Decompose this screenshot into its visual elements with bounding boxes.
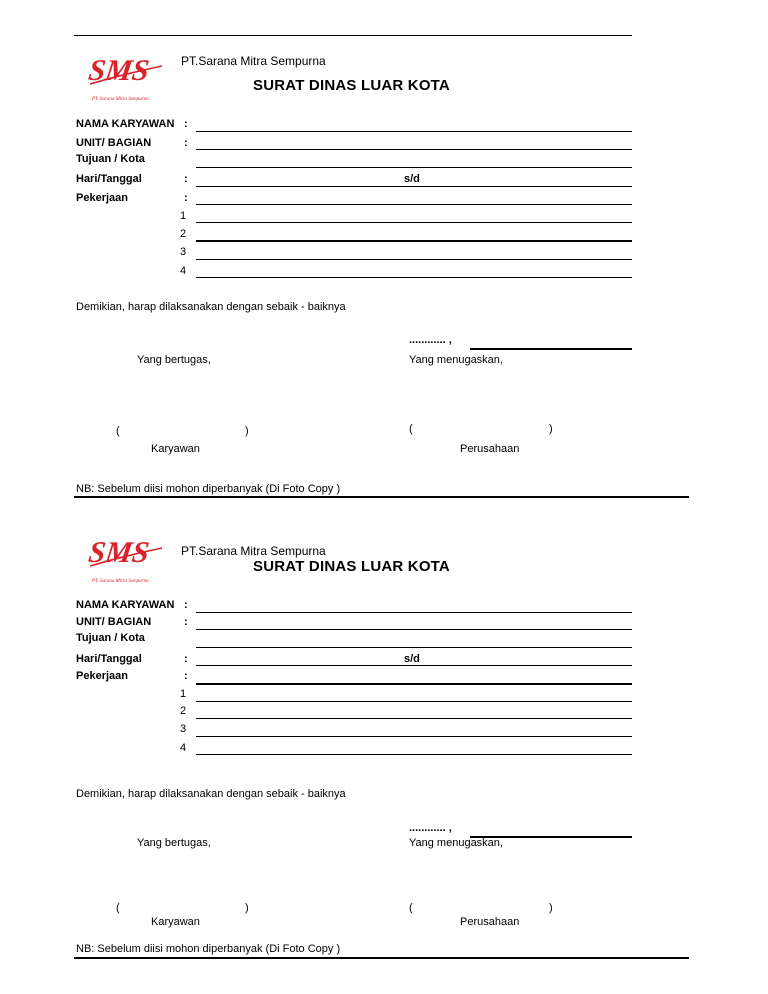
field-line-tujuan[interactable] [196, 647, 632, 648]
work-item-line[interactable] [196, 754, 632, 755]
work-item-line[interactable] [196, 259, 632, 260]
sms-logo [84, 530, 184, 586]
form-title: SURAT DINAS LUAR KOTA [253, 558, 450, 575]
logo-tagline: PT. Sarana Mitra Sempurna [92, 97, 149, 102]
work-item-line[interactable] [196, 736, 632, 737]
place-date: ............ , [409, 822, 452, 834]
separator-rule [74, 957, 689, 959]
label-nama-karyawan: NAMA KARYAWAN [76, 599, 175, 611]
caption-right: Perusahaan [460, 916, 520, 928]
form-title: SURAT DINAS LUAR KOTA [253, 77, 450, 94]
caption-right: Perusahaan [460, 443, 520, 455]
company-name: PT.Sarana Mitra Sempurna [181, 54, 326, 68]
logo-text: SMS [86, 535, 152, 569]
field-line-pekerjaan[interactable] [196, 683, 632, 685]
label-unit-bagian: UNIT/ BAGIAN [76, 137, 152, 149]
colon: : [184, 670, 188, 682]
field-line-pekerjaan[interactable] [196, 204, 632, 205]
work-item-line[interactable] [196, 718, 632, 719]
colon: : [184, 599, 188, 611]
place-date: ............ , [409, 334, 452, 346]
label-tujuan-kota: Tujuan / Kota [76, 632, 145, 644]
logo-text: SMS [86, 53, 152, 87]
label-tujuan-kota: Tujuan / Kota [76, 153, 145, 165]
field-line-tanggal[interactable] [196, 665, 632, 666]
work-item-line[interactable] [196, 240, 632, 242]
work-item-number: 3 [180, 246, 187, 258]
paren-open-left: ( [116, 425, 120, 437]
place-date-line[interactable] [470, 348, 632, 350]
paren-close-right: ) [549, 423, 553, 435]
paren-open-right: ( [409, 423, 413, 435]
paren-open-left: ( [116, 902, 120, 914]
work-item-line[interactable] [196, 222, 632, 223]
signer-left: Yang bertugas, [137, 354, 211, 366]
form-2 [0, 482, 768, 962]
work-item-number: 4 [180, 265, 187, 277]
label-pekerjaan: Pekerjaan [76, 192, 128, 204]
footnote: NB: Sebelum diisi mohon diperbanyak (Di Foto Copy ) [76, 483, 341, 495]
label-hari-tanggal: Hari/Tanggal [76, 173, 142, 185]
signer-right: Yang menugaskan, [409, 837, 503, 849]
colon: : [184, 173, 188, 185]
work-item-line[interactable] [196, 277, 632, 278]
signer-left: Yang bertugas, [137, 837, 211, 849]
caption-left: Karyawan [151, 916, 200, 928]
field-line-nama[interactable] [196, 612, 632, 613]
field-line-unit[interactable] [196, 149, 632, 150]
paren-close-left: ) [245, 425, 249, 437]
company-name: PT.Sarana Mitra Sempurna [181, 544, 326, 558]
work-item-number: 2 [180, 228, 187, 240]
signer-right: Yang menugaskan, [409, 354, 503, 366]
closing-text: Demikian, harap dilaksanakan dengan sebaik - baiknya [76, 301, 346, 313]
paren-close-right: ) [549, 902, 553, 914]
colon: : [184, 118, 188, 130]
field-line-unit[interactable] [196, 629, 632, 630]
field-line-nama[interactable] [196, 131, 632, 132]
form-1 [0, 0, 768, 495]
work-item-number: 1 [180, 688, 187, 700]
colon: : [184, 653, 188, 665]
work-item-number: 3 [180, 723, 187, 735]
work-item-line[interactable] [196, 701, 632, 702]
label-pekerjaan: Pekerjaan [76, 670, 128, 682]
closing-text: Demikian, harap dilaksanakan dengan sebaik - baiknya [76, 788, 346, 800]
caption-left: Karyawan [151, 443, 200, 455]
paren-close-left: ) [245, 902, 249, 914]
colon: : [184, 137, 188, 149]
work-item-number: 4 [180, 742, 187, 754]
work-item-number: 2 [180, 705, 187, 717]
label-unit-bagian: UNIT/ BAGIAN [76, 616, 152, 628]
sd-label: s/d [404, 173, 420, 185]
sd-label: s/d [404, 653, 420, 665]
label-hari-tanggal: Hari/Tanggal [76, 653, 142, 665]
field-line-tujuan[interactable] [196, 167, 632, 168]
logo-tagline: PT. Sarana Mitra Sempurna [92, 579, 149, 584]
colon: : [184, 616, 188, 628]
paren-open-right: ( [409, 902, 413, 914]
work-item-number: 1 [180, 210, 187, 222]
label-nama-karyawan: NAMA KARYAWAN [76, 118, 175, 130]
footnote: NB: Sebelum diisi mohon diperbanyak (Di Foto Copy ) [76, 943, 341, 955]
field-line-tanggal[interactable] [196, 186, 632, 187]
colon: : [184, 192, 188, 204]
sms-logo [84, 48, 184, 104]
